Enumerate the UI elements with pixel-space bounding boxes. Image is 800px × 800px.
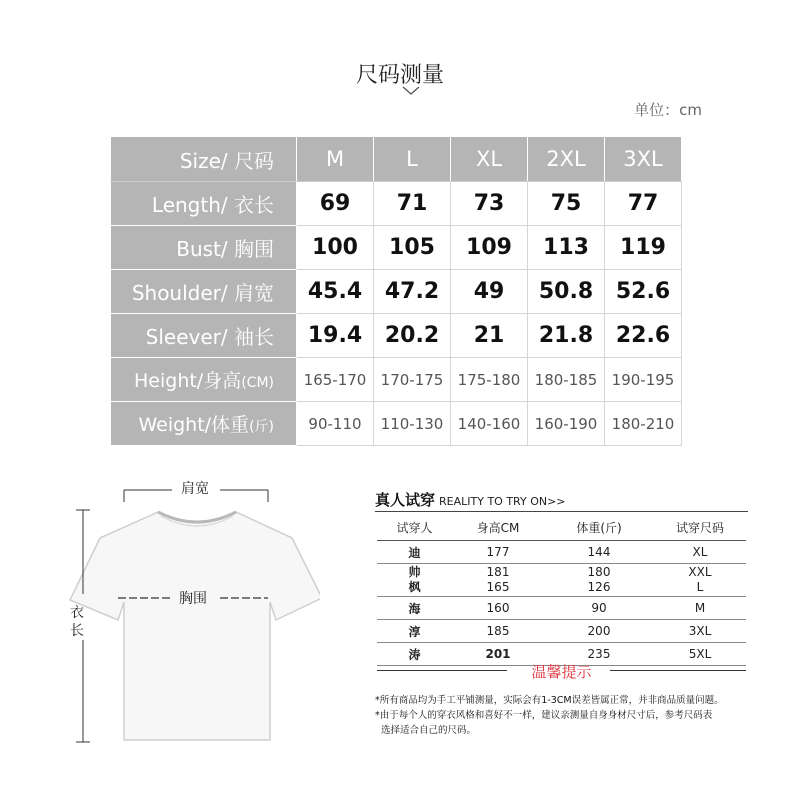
size-table [110, 136, 682, 446]
column-header: 体重(斤) [544, 514, 654, 541]
size-cell: 20.2 [374, 314, 451, 358]
size-column-header: M [297, 137, 374, 182]
size-cell: 165-170 [297, 358, 374, 402]
size-cell: 119 [605, 226, 682, 270]
size-cell: 160-190 [528, 402, 605, 446]
size-row [111, 270, 682, 314]
size-cell: 90-110 [297, 402, 374, 446]
divider [375, 511, 748, 512]
size-cell: 21 [451, 314, 528, 358]
table-cell: 185 [452, 620, 544, 643]
unit-label: 单位：cm [634, 101, 702, 119]
size-column-header: L [374, 137, 451, 182]
size-cell: 73 [451, 182, 528, 226]
table-cell: XL [654, 541, 746, 564]
size-cell: 180-185 [528, 358, 605, 402]
size-cell: 69 [297, 182, 374, 226]
table-cell: 海 [377, 597, 452, 620]
chest-label: 胸围 [179, 591, 207, 607]
row-label: Height/身高(CM) [111, 358, 297, 402]
shoulder-label: 肩宽 [181, 481, 209, 497]
table-cell: 帅 枫 [377, 564, 452, 597]
try-on-table [377, 514, 746, 666]
size-cell: 19.4 [297, 314, 374, 358]
table-cell: 181 165 [452, 564, 544, 597]
size-cell: 52.6 [605, 270, 682, 314]
table-row [377, 597, 746, 620]
table-cell: 90 [544, 597, 654, 620]
size-cell: 45.4 [297, 270, 374, 314]
size-column-header: XL [451, 137, 528, 182]
row-label: Shoulder/ 肩宽 [111, 270, 297, 314]
table-cell: 180 126 [544, 564, 654, 597]
size-row [111, 358, 682, 402]
size-cell: 175-180 [451, 358, 528, 402]
row-label: Length/ 衣长 [111, 182, 297, 226]
size-cell: 21.8 [528, 314, 605, 358]
size-column-header: 3XL [605, 137, 682, 182]
table-cell: 淳 [377, 620, 452, 643]
size-column-header: 2XL [528, 137, 605, 182]
table-cell: 200 [544, 620, 654, 643]
column-header: 试穿尺码 [654, 514, 746, 541]
row-label: Weight/体重(斤) [111, 402, 297, 446]
row-label: Size/ 尺码 [111, 137, 297, 182]
size-row [111, 402, 682, 446]
tshirt-diagram [60, 470, 320, 760]
size-cell: 190-195 [605, 358, 682, 402]
size-row [111, 226, 682, 270]
tshirt-icon [60, 470, 320, 760]
table-header-row [377, 514, 746, 541]
note-line: *所有商品均为手工平铺测量，实际会有1-3CM误差皆属正常，并非商品质量问题。 [375, 695, 724, 706]
table-cell: 235 [544, 643, 654, 666]
table-cell: M [654, 597, 746, 620]
table-cell: 201 [452, 643, 544, 666]
table-cell: 177 [452, 541, 544, 564]
size-header-row [111, 137, 682, 182]
table-row [377, 564, 746, 597]
try-on-subtitle: REALITY TO TRY ON>> [439, 495, 566, 508]
size-cell: 75 [528, 182, 605, 226]
column-header: 试穿人 [377, 514, 452, 541]
size-row [111, 182, 682, 226]
size-cell: 49 [451, 270, 528, 314]
size-cell: 109 [451, 226, 528, 270]
size-row [111, 314, 682, 358]
notes [375, 693, 724, 738]
page-title: 尺码测量 [355, 63, 444, 88]
size-cell: 110-130 [374, 402, 451, 446]
column-header: 身高CM [452, 514, 544, 541]
size-cell: 22.6 [605, 314, 682, 358]
size-cell: 170-175 [374, 358, 451, 402]
table-cell: 涛 [377, 643, 452, 666]
row-label: Bust/ 胸围 [111, 226, 297, 270]
size-cell: 140-160 [451, 402, 528, 446]
table-row [377, 541, 746, 564]
note-line: 选择适合自己的尺码。 [375, 725, 477, 736]
tip-title: 温馨提示 [531, 663, 592, 681]
length-label-bottom: 长 [70, 623, 84, 639]
try-on-title: 真人试穿 REALITY TO TRY ON>> [375, 491, 566, 509]
table-cell: 3XL [654, 620, 746, 643]
note-line: *由于每个人的穿衣风格和喜好不一样，建议亲测量自身身材尺寸后，参考尺码表 [375, 710, 713, 721]
size-cell: 180-210 [605, 402, 682, 446]
row-label: Sleever/ 袖长 [111, 314, 297, 358]
size-cell: 47.2 [374, 270, 451, 314]
size-cell: 50.8 [528, 270, 605, 314]
size-cell: 100 [297, 226, 374, 270]
table-cell: XXL L [654, 564, 746, 597]
table-row [377, 620, 746, 643]
table-cell: 5XL [654, 643, 746, 666]
size-cell: 71 [374, 182, 451, 226]
table-cell: 迪 [377, 541, 452, 564]
size-cell: 105 [374, 226, 451, 270]
length-label-top: 衣 [70, 605, 84, 621]
size-cell: 113 [528, 226, 605, 270]
size-cell: 77 [605, 182, 682, 226]
table-cell: 144 [544, 541, 654, 564]
chevron-down-icon [402, 86, 420, 96]
table-cell: 160 [452, 597, 544, 620]
